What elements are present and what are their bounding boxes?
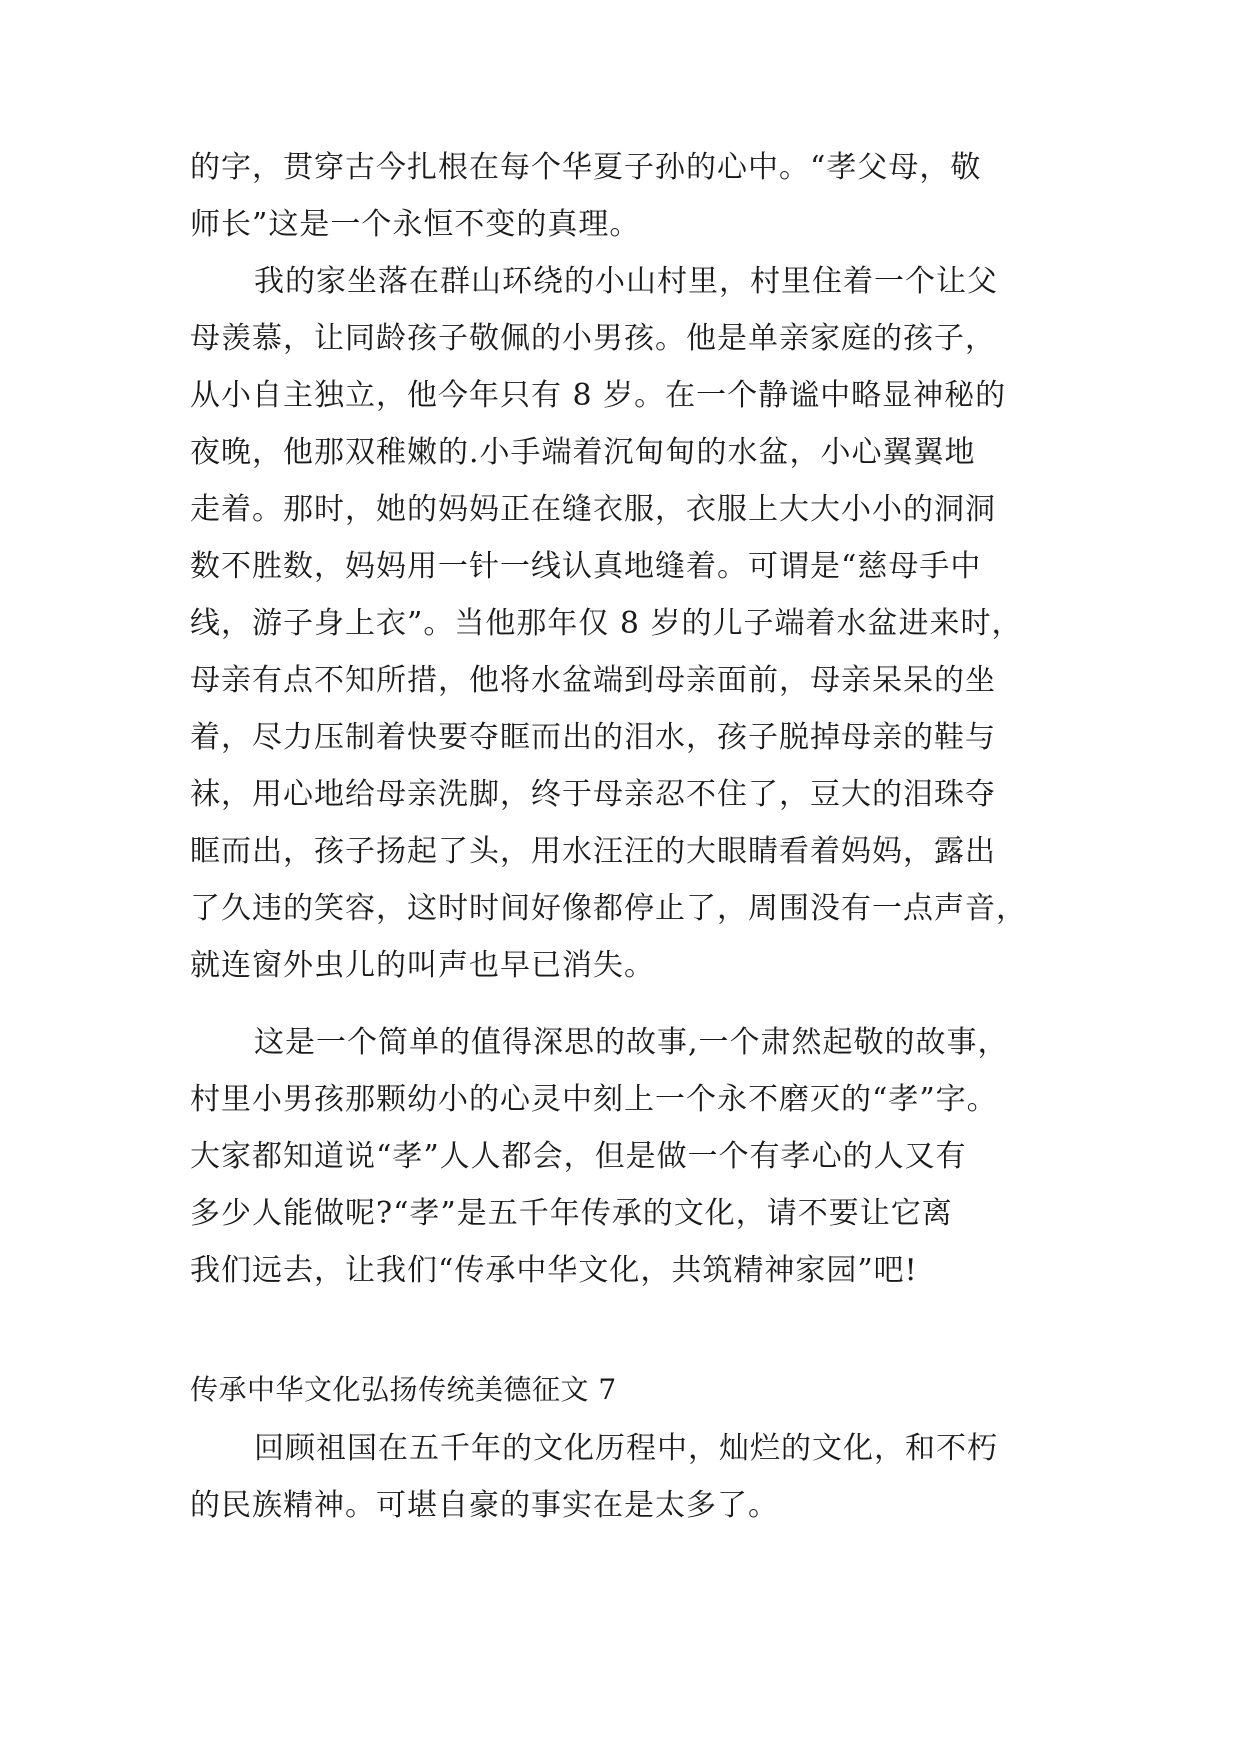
paragraph-3-line-3: 大家都知道说“孝”人人都会，但是做一个有孝心的人又有 <box>190 1139 967 1174</box>
paragraph-3-line-2: 村里小男孩那颗幼小的心灵中刻上一个永不磨灭的“孝”字。 <box>190 1082 998 1117</box>
paragraph-2-line-13: 就连窗外虫儿的叫声也早已消失。 <box>190 948 655 983</box>
paragraph-2-line-10: 袜，用心地给母亲洗脚，终于母亲忍不住了，豆大的泪珠夺 <box>190 777 996 812</box>
paragraph-3-line-4: 多少人能做呢?“孝”是五千年传承的文化，请不要让它离 <box>190 1196 953 1231</box>
section-heading: 传承中华文化弘扬传统美德征文 7 <box>190 1373 617 1406</box>
paragraph-2-line-8: 母亲有点不知所措，他将水盆端到母亲面前，母亲呆呆的坐 <box>190 663 996 698</box>
paragraph-4-line-1: 回顾祖国在五千年的文化历程中，灿烂的文化，和不朽 <box>254 1431 998 1466</box>
paragraph-2-line-12: 了久违的笑容，这时时间好像都停止了，周围没有一点声音， <box>190 891 1027 926</box>
paragraph-2-line-7: 线，游子身上衣”。当他那年仅 8 岁的儿子端着水盆进来时， <box>190 606 1023 641</box>
paragraph-2-line-1: 我的家坐落在群山环绕的小山村里，村里住着一个让父 <box>254 264 998 299</box>
paragraph-2-line-2: 母羡慕，让同龄孩子敬佩的小男孩。他是单亲家庭的孩子， <box>190 321 996 356</box>
paragraph-2-line-3: 从小自主独立，他今年只有 8 岁。在一个静谧中略显神秘的 <box>190 378 1007 413</box>
paragraph-3-line-5: 我们远去，让我们“传承中华文化，共筑精神家园”吧! <box>190 1253 918 1288</box>
paragraph-2-line-9: 着，尽力压制着快要夺眶而出的泪水，孩子脱掉母亲的鞋与 <box>190 720 996 755</box>
paragraph-2-line-5: 走着。那时，她的妈妈正在缝衣服，衣服上大大小小的洞洞 <box>190 492 996 527</box>
paragraph-1-line-2: 师长”这是一个永恒不变的真理。 <box>190 207 641 242</box>
paragraph-2-line-4: 夜晚，他那双稚嫩的.小手端着沉甸甸的水盆，小心翼翼地 <box>190 435 976 470</box>
paragraph-1-line-1: 的字，贯穿古今扎根在每个华夏子孙的心中。“孝父母，敬 <box>190 150 982 185</box>
paragraph-4-line-2: 的民族精神。可堪自豪的事实在是太多了。 <box>190 1488 779 1523</box>
paragraph-3-line-1: 这是一个简单的值得深思的故事,一个肃然起敬的故事， <box>254 1025 1009 1060</box>
paragraph-2-line-6: 数不胜数，妈妈用一针一线认真地缝着。可谓是“慈母手中 <box>190 549 982 584</box>
paragraph-2-line-11: 眶而出，孩子扬起了头，用水汪汪的大眼睛看着妈妈，露出 <box>190 834 996 869</box>
